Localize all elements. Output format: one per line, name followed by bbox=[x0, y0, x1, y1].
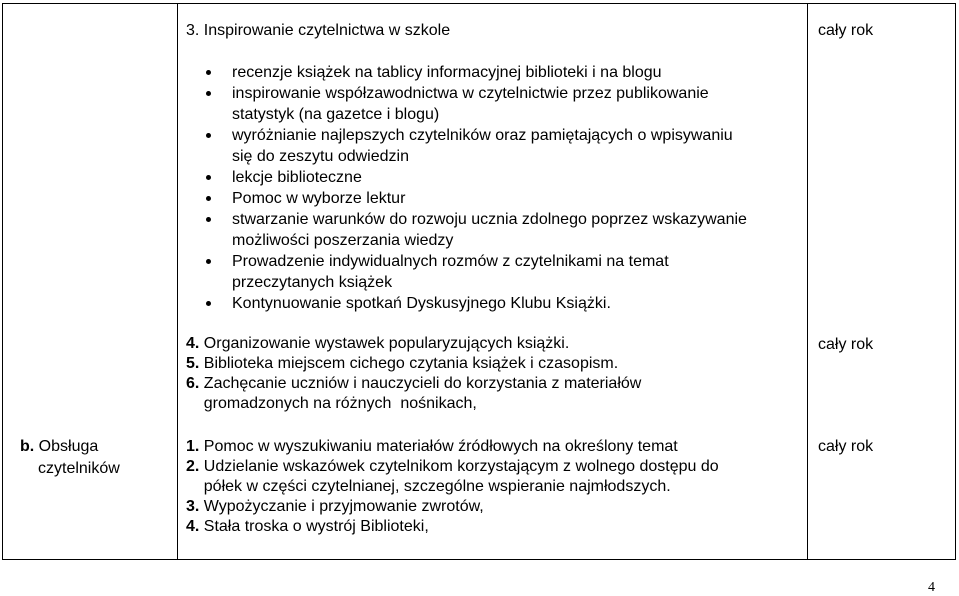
list-item: inspirowanie współzawodnictwa w czytelnictwie przez publikowanie bbox=[206, 83, 747, 104]
list-item: stwarzanie warunków do rozwoju ucznia zdolnego poprzez wskazywanie bbox=[206, 209, 747, 230]
list-item: 4. Stała troska o wystrój Biblioteki, bbox=[186, 518, 429, 535]
list-item: 2. Udzielanie wskazówek czytelnikom korzystającym z wolnego dostępu do bbox=[186, 458, 719, 475]
column-divider bbox=[177, 4, 178, 559]
list-item: 6. Zachęcanie uczniów i nauczycieli do korzystania z materiałów bbox=[186, 375, 642, 392]
list-item: recenzje książek na tablicy informacyjnej biblioteki i na blogu bbox=[206, 62, 747, 83]
section-3-bullet-list bbox=[206, 62, 747, 314]
list-item: 1. Pomoc w wyszukiwaniu materiałów źródłowych na określony temat bbox=[186, 438, 678, 455]
list-item: Prowadzenie indywidualnych rozmów z czytelnikami na temat bbox=[206, 251, 747, 272]
section-4-6-list bbox=[186, 334, 641, 414]
list-item: półek w części czytelnianej, szczególne wspieranie najmłodszych. bbox=[186, 478, 671, 495]
section-b-period: cały rok bbox=[818, 438, 874, 455]
column-divider bbox=[807, 4, 808, 559]
list-item: Kontynuowanie spotkań Dyskusyjnego Klubu Książki. bbox=[206, 293, 747, 314]
list-item-continuation: możliwości poszerzania wiedzy bbox=[232, 232, 454, 249]
list-item: wyróżnianie najlepszych czytelników oraz pamiętających o wpisywaniu bbox=[206, 125, 747, 146]
section-b-label-line2: czytelników bbox=[38, 460, 120, 477]
section-b-label: b. Obsługa bbox=[20, 438, 99, 455]
section-b-list bbox=[186, 437, 719, 537]
list-item-continuation: statystyk (na gazetce i blogu) bbox=[232, 106, 440, 123]
list-item: 5. Biblioteka miejscem cichego czytania książek i czasopism. bbox=[186, 355, 619, 372]
section-3-period: cały rok bbox=[818, 22, 874, 39]
list-item-continuation: przeczytanych książek bbox=[232, 274, 393, 291]
list-item: Pomoc w wyborze lektur bbox=[206, 188, 747, 209]
page-number: 4 bbox=[928, 580, 935, 595]
section-3-title: 3. Inspirowanie czytelnictwa w szkole bbox=[186, 22, 451, 39]
list-item: lekcje biblioteczne bbox=[206, 167, 747, 188]
list-item: 3. Wypożyczanie i przyjmowanie zwrotów, bbox=[186, 498, 484, 515]
section-4-period: cały rok bbox=[818, 336, 874, 353]
list-item-continuation: się do zeszytu odwiedzin bbox=[232, 148, 409, 165]
list-item: gromadzonych na różnych nośnikach, bbox=[186, 395, 477, 412]
list-item: 4. Organizowanie wystawek popularyzujących książki. bbox=[186, 335, 570, 352]
